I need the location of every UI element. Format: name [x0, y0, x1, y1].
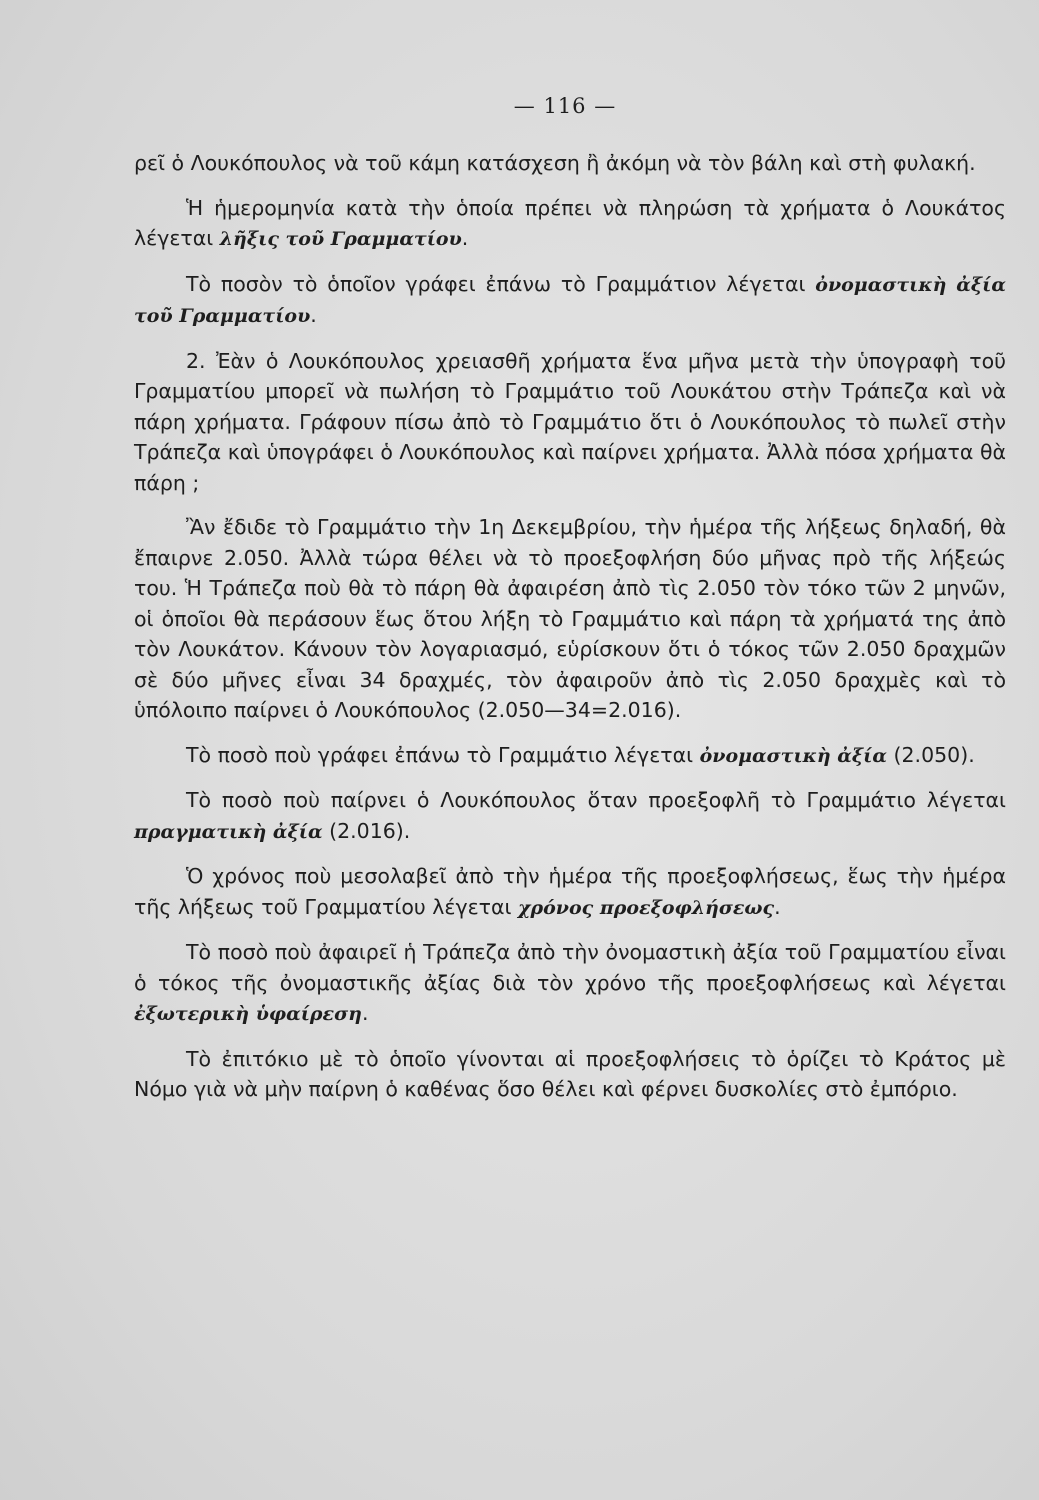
defined-term: λῆξις τοῦ Γραμματίου: [219, 228, 462, 250]
defined-term: πραγματικὴ ἀξία: [134, 820, 323, 843]
text-run: (2.050).: [887, 742, 975, 767]
paragraph-external-discount: [134, 937, 1006, 1030]
page-number: — 116 —: [513, 94, 617, 118]
defined-term: ἐξωτερικὴ ὑφαίρεση: [134, 1003, 362, 1025]
text-run: 2. Ἐὰν ὁ Λουκόπουλος χρειασθῆ χρήματα ἕνα μῆνα μετὰ τὴν ὑπογραφὴ τοῦ Γραμματίου μπορεῖ νὰ πωλήση τὸ Γραμμάτιο τοῦ Λουκάτου στὴν Τράπεζα καὶ νὰ πάρη χρήματα. Γράφουν πίσω ἀπὸ τὸ Γραμμάτιο ὅτι ὁ Λουκόπουλος τὸ πωλεῖ στὴν Τράπεζα καὶ ὑπογράφει ὁ Λουκόπουλος καὶ παίρνει χρήματα. Ἀλλὰ πόσα χρήματα θὰ πάρη ;: [134, 348, 1006, 495]
defined-term: ὀνομαστικὴ ἀξία τοῦ Γραμματίου: [134, 273, 1006, 327]
text-run: Ἡ ἡμερομηνία κατὰ τὴν ὁποία πρέπει νὰ πληρώση τὰ χρήματα ὁ Λουκάτος λέγεται: [134, 195, 1006, 250]
paragraph-nominal-definition: [134, 740, 1006, 772]
paragraph-maturity-date: [134, 193, 1006, 255]
paragraph-real-value: [134, 785, 1006, 847]
paragraph-interest-rate: [134, 1044, 1006, 1105]
text-run: Τὸ ποσὸν τὸ ὁποῖον γράφει ἐπάνω τὸ Γραμμάτιον λέγεται: [186, 271, 816, 296]
text-run: ρεῖ ὁ Λουκόπουλος νὰ τοῦ κάμη κατάσχεση ἢ ἀκόμη νὰ τὸν βάλη καὶ στὴ φυλακή.: [134, 151, 976, 175]
text-run: Τὸ ποσὸ ποὺ παίρνει ὁ Λουκόπουλος ὅταν προεξοφλῆ τὸ Γραμμάτιο λέγεται: [186, 788, 1006, 812]
text-run: Τὸ ποσὸ ποὺ γράφει ἐπάνω τὸ Γραμμάτιο λέγεται: [186, 742, 700, 767]
text-run: Ἂν ἔδιδε τὸ Γραμμάτιο τὴν 1η Δεκεμβρίου, τὴν ἡμέρα τῆς λήξεως δηλαδή, θὰ ἔπαιρνε 2.050. Ἀλλὰ τώρα θέλει νὰ τὸ προεξοφλήση δύο μῆνας πρὸ τῆς λήξεώς του. Ἡ Τράπεζα ποὺ θὰ τὸ πάρη θὰ ἀφαιρέση ἀπὸ τὶς 2.050 τὸν τόκο τῶν 2 μηνῶν, οἱ ὁποῖοι θὰ περάσουν ἕως ὅτου λήξη τὸ Γραμμάτιο καὶ πάρη τὰ χρήματά της ἀπὸ τὸν Λουκάτον. Κάνουν τὸν λογαριασμό, εὑρίσκουν ὅτι ὁ τόκος τῶν 2.050 δραχμῶν σὲ δύο μῆνες εἶναι 34 δραχμές, τὸν ἀφαιροῦν ἀπὸ τὶς 2.050 δραχμὲς καὶ τὸ ὑπόλοιπο παίρνει ὁ Λουκόπουλος (2.050—34=2.016).: [134, 515, 1006, 722]
defined-term: χρόνος προεξοφλήσεως: [517, 896, 775, 919]
paragraph-nominal-value: [134, 269, 1006, 332]
text-run: .: [774, 894, 781, 919]
text-run: .: [310, 303, 317, 327]
text-run: .: [361, 1001, 369, 1025]
text-run: Τὸ ποσὸ ποὺ ἀφαιρεῖ ἡ Τράπεζα ἀπὸ τὴν ὀνομαστικὴ ἀξία τοῦ Γραμματίου εἶναι ὁ τόκος τῆς ὀνομαστικῆς ἀξίας διὰ τὸν χρόνο τῆς προεξοφλήσεως καὶ λέγεται: [134, 940, 1006, 995]
text-run: (2.016).: [322, 818, 411, 843]
paragraph-calculation: [134, 512, 1006, 726]
text-run: Ὁ χρόνος ποὺ μεσολαβεῖ ἀπὸ τὴν ἡμέρα τῆς προεξοφλήσεως, ἕως τὴν ἡμέρα τῆς λήξεως τοῦ Γραμματίου λέγεται: [134, 864, 1006, 919]
body-text: [134, 148, 1006, 1119]
text-run: Τὸ ἐπιτόκιο μὲ τὸ ὁποῖο γίνονται αἱ προεξοφλήσεις τὸ ὁρίζει τὸ Κράτος μὲ Νόμο γιὰ νὰ μὴν παίρνη ὁ καθένας ὅσο θέλει καὶ φέρνει δυσκολίες στὸ ἐμπόριο.: [134, 1046, 1006, 1101]
defined-term: ὀνομαστικὴ ἀξία: [699, 744, 887, 767]
paragraph-discounting-example: [134, 346, 1006, 499]
paragraph-continued: [134, 148, 1006, 179]
paragraph-discount-period: [134, 861, 1006, 923]
text-run: .: [461, 226, 469, 250]
